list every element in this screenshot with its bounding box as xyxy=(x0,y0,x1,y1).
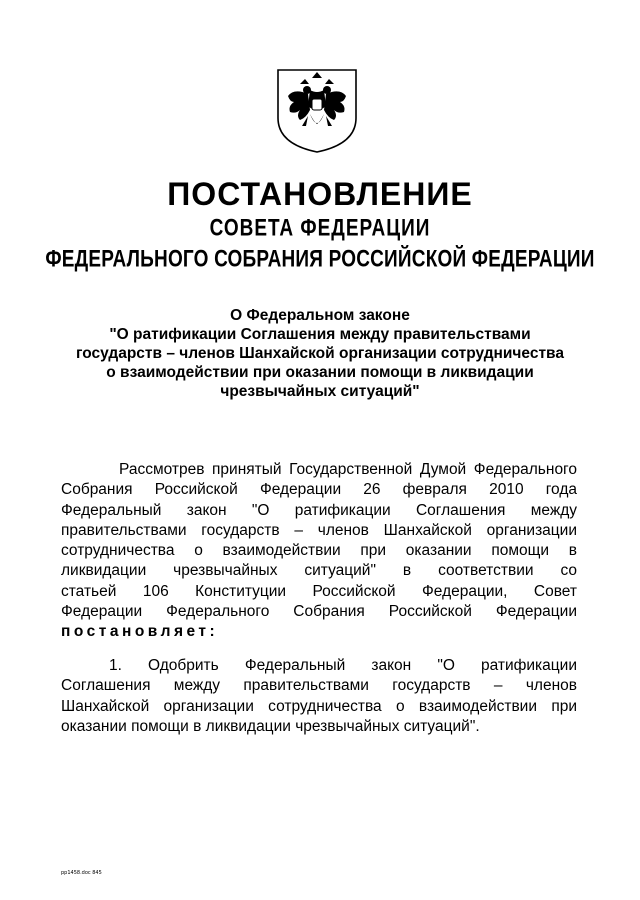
paragraph-line: оказании помощи в ликвидации чрезвычайных ситуаций". xyxy=(61,717,480,735)
paragraph-line: Соглашения между правительствами государств – членов xyxy=(61,677,577,695)
law-title xyxy=(0,306,640,401)
paragraph-line: Рассмотрев принятый Государственной Думой Федерального xyxy=(119,461,577,478)
paragraph-line: сотрудничества о взаимодействии при оказании помощи в xyxy=(61,542,577,560)
paragraph-line: 1. Одобрить Федеральный закон "О ратификации xyxy=(109,657,577,674)
paragraph-line: ликвидации чрезвычайных ситуаций" в соответствии со xyxy=(61,562,577,580)
paragraph-line: правительствами государств – членов Шанхайской организации xyxy=(61,521,577,539)
document-title: ПОСТАНОВЛЕНИЕ xyxy=(167,176,473,212)
paragraph-line: статьей 106 Конституции Российской Федерации, Совет xyxy=(61,582,577,600)
law-title-line: О Федеральном законе xyxy=(230,307,410,324)
resolution-paragraph xyxy=(61,656,577,737)
paragraph-line: Шанхайской организации сотрудничества о взаимодействии при xyxy=(61,697,577,715)
resolves-word: постановляет: xyxy=(61,623,219,641)
issuer-line-1: СОВЕТА ФЕДЕРАЦИИ xyxy=(209,215,431,242)
paragraph-line: Собрания Российской Федерации 26 февраля 2010 года xyxy=(61,481,577,499)
russian-coat-of-arms-icon xyxy=(274,66,360,154)
law-title-line: государств – членов Шанхайской организации сотрудничества xyxy=(75,345,564,362)
file-reference: pp1458.doc 845 xyxy=(61,870,102,876)
law-title-line: "О ратификации Соглашения между правительствами xyxy=(109,326,531,343)
law-title-line: о взаимодействии при оказании помощи в ликвидации xyxy=(106,364,534,381)
law-title-line: чрезвычайных ситуаций" xyxy=(220,383,420,400)
paragraph-line: Федерации Федерального Собрания Российской Федерации xyxy=(61,603,577,621)
paragraph-line: Федеральный закон "О ратификации Соглашения между xyxy=(61,501,577,519)
issuer-line-2: ФЕДЕРАЛЬНОГО СОБРАНИЯ РОССИЙСКОЙ ФЕДЕРАЦИИ xyxy=(45,246,595,273)
preamble-paragraph xyxy=(61,460,577,643)
